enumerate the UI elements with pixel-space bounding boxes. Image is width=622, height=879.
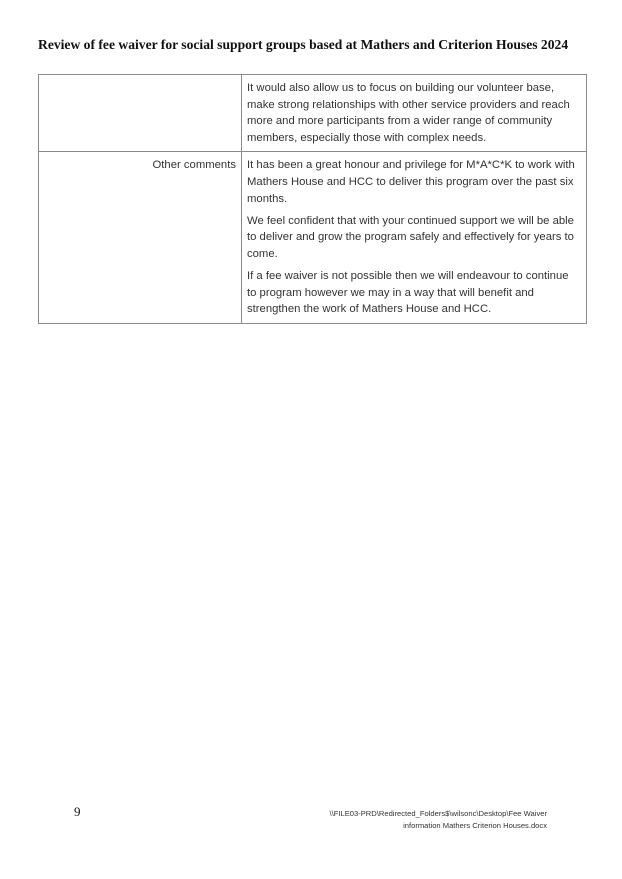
paragraph-honour: It has been a great honour and privilege for M*A*C*K to work with Mathers House and HCC to deliver this program over the past six months. (247, 159, 575, 205)
paragraph-volunteer-focus: It would also allow us to focus on building our volunteer base, make strong relationships with other service providers and reach more and more participants from a wider range of community members, especially those with complex needs. (247, 82, 570, 144)
footer-file-path (287, 808, 547, 831)
table-row (39, 152, 587, 323)
footer-file-path-line: \\FILE03-PRD\Redirected_Folders$\wilsonc\Desktop\Fee Waiver (329, 809, 547, 818)
row-label-cell (39, 75, 242, 152)
row-content-cell (242, 152, 587, 323)
row-label-other-comments: Other comments (39, 152, 242, 323)
page-number: 9 (74, 804, 81, 819)
table-row (39, 75, 587, 152)
row-content-cell (242, 75, 587, 152)
comments-table (38, 74, 587, 324)
page-title: Review of fee waiver for social support groups based at Mathers and Criterion Houses 2024 (38, 37, 569, 52)
paragraph-fee-waiver-fallback: If a fee waiver is not possible then we will endeavour to continue to program however we may in a way that will benefit and strengthen the work of Mathers House and HCC. (247, 269, 569, 316)
paragraph-continued-support: We feel confident that with your continued support we will be able to deliver and grow the program safely and effectively for years to come. (247, 214, 574, 260)
footer-file-path-line: information Mathers Criterion Houses.docx (403, 820, 547, 830)
